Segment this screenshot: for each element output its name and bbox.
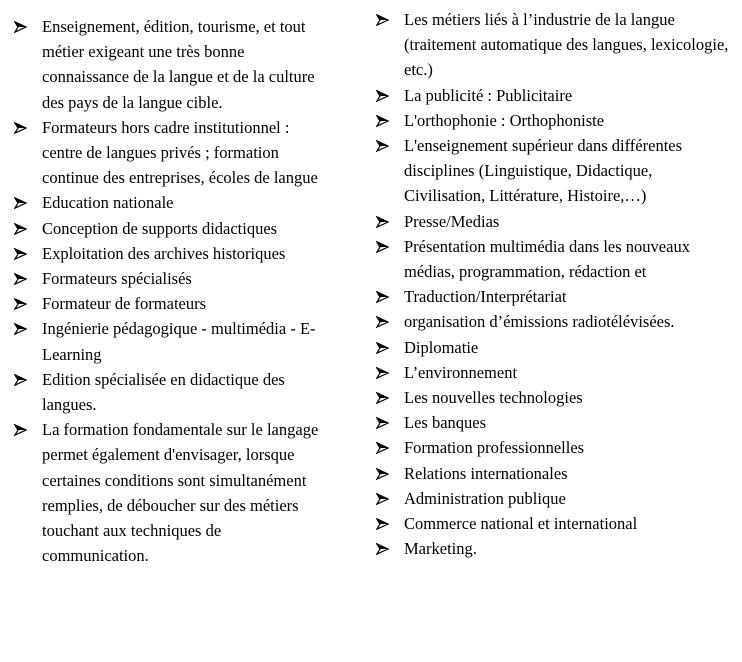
arrowhead-bullet-icon — [376, 518, 389, 530]
list-item-text: Formateurs spécialisés — [42, 269, 192, 289]
list-item — [12, 241, 330, 266]
list-item-text: Formateurs hors cadre institutionnel : centre de langues privés ; formation continue des entreprises, écoles de langue — [42, 117, 318, 188]
list-item-text: Administration publique — [404, 488, 566, 508]
arrowhead-bullet-icon — [14, 223, 27, 235]
list-item-text: Edition spécialisée en didactique des langues. — [42, 369, 285, 415]
arrowhead-bullet-icon — [14, 197, 27, 209]
list-item-text: Les métiers liés à l’industrie de la langue (traitement automatique des langues, lexicologie, etc.) — [404, 10, 729, 80]
arrowhead-bullet-icon — [14, 424, 27, 436]
list-item-text: La formation fondamentale sur le langage permet également d'envisager, lorsque certaines conditions sont simultanément remplies, de déboucher sur des métiers touchant aux techniques de communication. — [42, 420, 319, 566]
list-item-text: Presse/Medias — [404, 211, 500, 231]
list-item-text: Commerce national et international — [404, 514, 638, 534]
arrowhead-bullet-icon — [376, 417, 389, 429]
list-item-text: organisation d’émissions radiotélévisées. — [404, 312, 675, 332]
list-item — [12, 367, 330, 417]
list-item — [12, 115, 330, 191]
left-column-list — [12, 14, 330, 568]
list-item — [374, 410, 734, 435]
list-item — [12, 216, 330, 241]
arrowhead-bullet-icon — [376, 543, 389, 555]
arrowhead-bullet-icon — [376, 291, 389, 303]
list-item — [12, 190, 330, 215]
arrowhead-bullet-icon — [376, 468, 389, 480]
arrowhead-bullet-icon — [14, 273, 27, 285]
list-item-text: Formation professionnelles — [404, 438, 585, 458]
list-item — [12, 14, 330, 115]
arrowhead-bullet-icon — [376, 367, 389, 379]
list-item-text: Relations internationales — [404, 463, 568, 483]
list-item — [374, 486, 734, 511]
list-item-text: L'enseignement supérieur dans différentes disciplines (Linguistique, Didactique, Civilisation, Littérature, Histoire,…) — [404, 136, 683, 206]
arrowhead-bullet-icon — [376, 392, 389, 404]
list-item-text: Conception de supports didactiques — [42, 218, 278, 238]
arrowhead-bullet-icon — [376, 14, 389, 26]
arrowhead-bullet-icon — [376, 241, 389, 253]
list-item — [12, 417, 330, 568]
arrowhead-bullet-icon — [14, 248, 27, 260]
list-item-text: Formateur de formateurs — [42, 294, 207, 314]
arrowhead-bullet-icon — [376, 140, 389, 152]
list-item-text: Traduction/Interprétariat — [404, 287, 567, 307]
list-item-text: L’environnement — [404, 362, 518, 382]
list-item — [374, 209, 734, 234]
list-item — [374, 234, 734, 284]
list-item — [374, 7, 734, 83]
list-item — [374, 385, 734, 410]
arrowhead-bullet-icon — [376, 90, 389, 102]
list-item — [374, 435, 734, 460]
arrowhead-bullet-icon — [14, 122, 27, 134]
list-item-text: Diplomatie — [404, 337, 479, 357]
list-item — [374, 335, 734, 360]
list-item-text: Les banques — [404, 413, 487, 433]
arrowhead-bullet-icon — [376, 216, 389, 228]
list-item — [374, 536, 734, 561]
list-item-text: Les nouvelles technologies — [404, 388, 583, 408]
list-item — [374, 83, 734, 108]
list-item — [374, 309, 734, 334]
arrowhead-bullet-icon — [14, 323, 27, 335]
list-item — [374, 108, 734, 133]
list-item-text: Ingénierie pédagogique - multimédia - E-Learning — [42, 319, 316, 364]
arrowhead-bullet-icon — [376, 442, 389, 454]
list-item — [374, 360, 734, 385]
list-item — [12, 291, 330, 316]
list-item-text: Marketing. — [404, 539, 477, 559]
list-item — [12, 316, 330, 366]
list-item — [374, 461, 734, 486]
arrowhead-bullet-icon — [14, 374, 27, 386]
list-item-text: Education nationale — [42, 193, 174, 213]
list-item-text: Présentation multimédia dans les nouveaux médias, programmation, rédaction et — [404, 236, 690, 282]
arrowhead-bullet-icon — [376, 115, 389, 127]
arrowhead-bullet-icon — [14, 298, 27, 310]
list-item-text: La publicité : Publicitaire — [404, 85, 573, 105]
list-item — [374, 133, 734, 209]
arrowhead-bullet-icon — [376, 493, 389, 505]
arrowhead-bullet-icon — [14, 21, 27, 33]
arrowhead-bullet-icon — [376, 342, 389, 354]
list-item — [374, 284, 734, 309]
list-item — [374, 511, 734, 536]
list-item-text: Exploitation des archives historiques — [42, 243, 286, 263]
list-item-text: L'orthophonie : Orthophoniste — [404, 110, 605, 130]
list-item — [12, 266, 330, 291]
list-item-text: Enseignement, édition, tourisme, et tout métier exigeant une très bonne connaissance de la langue et de la culture des pays de la langue cible. — [42, 17, 315, 112]
right-column-list — [374, 7, 734, 561]
arrowhead-bullet-icon — [376, 316, 389, 328]
